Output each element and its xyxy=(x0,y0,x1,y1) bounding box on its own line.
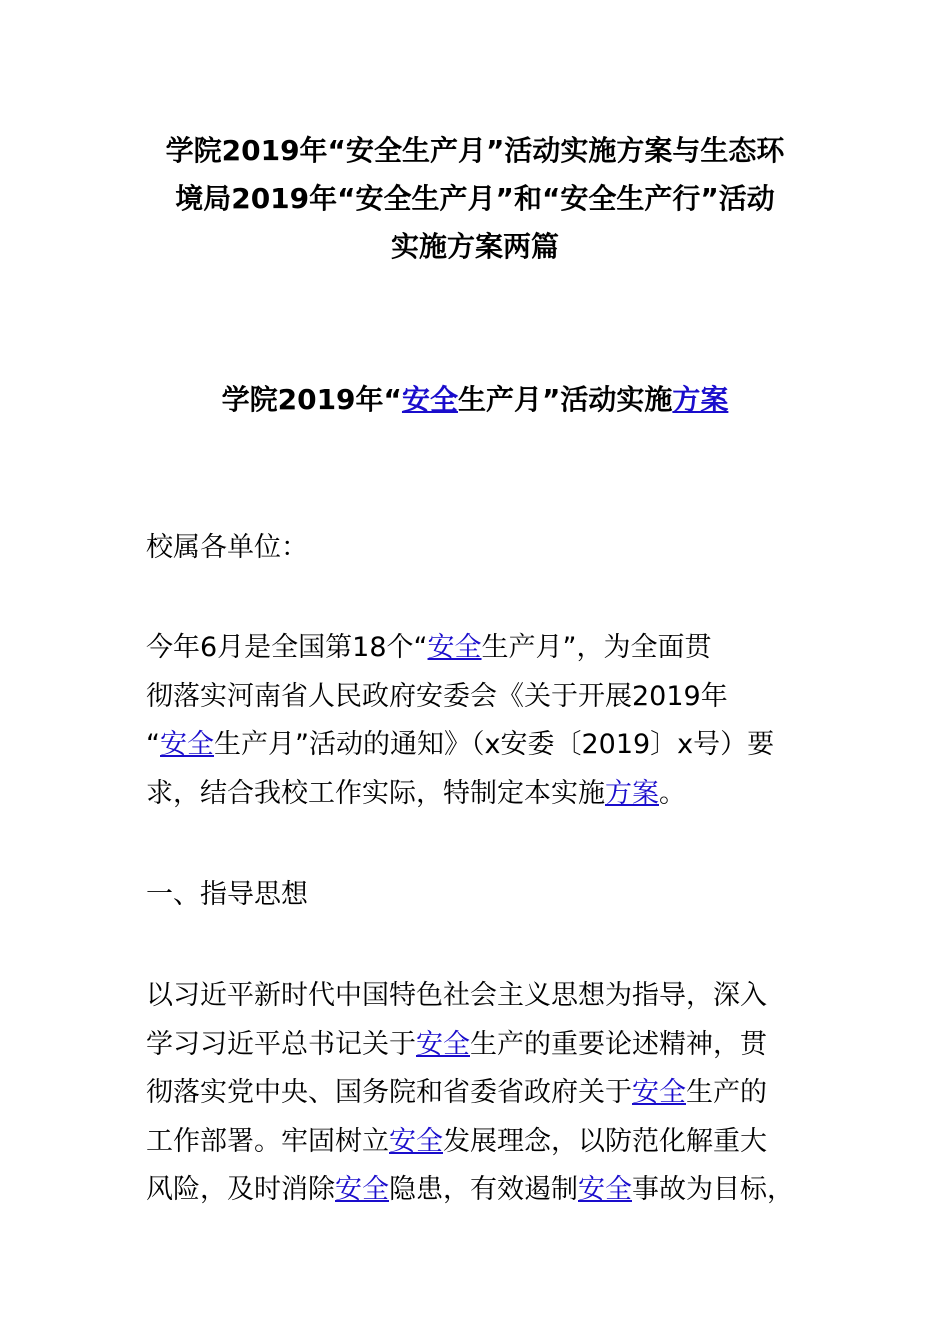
text-run: 生产月”活动的通知》（x安委〔2019〕x号）要 xyxy=(214,729,775,760)
paragraph-line: 彻落实河南省人民政府安委会《关于开展2019年 xyxy=(146,680,728,712)
text-run: 风险，及时消除 xyxy=(146,1174,335,1205)
intro-paragraph xyxy=(146,624,816,818)
paragraph-line xyxy=(146,1118,816,1167)
keyword-link-anquan[interactable]: 安全 xyxy=(160,729,214,760)
section-title xyxy=(140,376,810,424)
sub-title-text: 学院2019年“ xyxy=(221,383,402,416)
text-run: 工作部署。牢固树立 xyxy=(146,1125,389,1157)
paragraph-line: 以习近平新时代中国特色社会主义思想为指导，深入 xyxy=(146,980,767,1011)
section-heading: 一、指导思想 xyxy=(146,879,308,910)
paragraph-line xyxy=(146,1069,816,1118)
keyword-link-anquan[interactable]: 安全 xyxy=(632,1077,686,1108)
main-title-line: 实施方案两篇 xyxy=(390,230,559,263)
keyword-link-fangan[interactable]: 方案 xyxy=(605,777,659,809)
text-run: 生产月”，为全面贯 xyxy=(481,632,712,663)
text-run: 发展理念，以防范化解重大 xyxy=(443,1125,767,1157)
text-run: 彻落实党中央、国务院和省委省政府关于 xyxy=(146,1077,632,1108)
keyword-link-anquan[interactable]: 安全 xyxy=(401,383,458,416)
text-run: 事故为目标， xyxy=(632,1174,794,1205)
paragraph-line xyxy=(146,770,816,819)
keyword-link-anquan[interactable]: 安全 xyxy=(335,1174,389,1205)
paragraph-line xyxy=(146,721,816,770)
body-paragraph xyxy=(146,972,816,1215)
paragraph-line xyxy=(146,624,816,673)
keyword-link-anquan[interactable]: 安全 xyxy=(427,632,482,663)
text-run: 隐患，有效遏制 xyxy=(389,1174,578,1205)
text-run: “ xyxy=(146,729,160,760)
text-run: 。 xyxy=(659,777,686,809)
text-run: 生产的重要论述精神，贯 xyxy=(470,1028,767,1060)
keyword-link-anquan[interactable]: 安全 xyxy=(389,1125,443,1157)
main-title-line: 境局2019年“安全生产月”和“安全生产行”活动 xyxy=(175,182,775,215)
text-run: 求，结合我校工作实际，特制定本实施 xyxy=(146,777,605,809)
text-run: 学习习近平总书记关于 xyxy=(146,1028,416,1060)
main-title-line: 学院2019年“安全生产月”活动实施方案与生态环 xyxy=(165,134,785,167)
keyword-link-anquan[interactable]: 安全 xyxy=(416,1028,470,1060)
sub-title-text: 生产月”活动实施 xyxy=(457,383,673,416)
paragraph-line xyxy=(146,1166,816,1215)
text-run: 今年6月是全国第18个“ xyxy=(146,632,428,663)
keyword-link-anquan[interactable]: 安全 xyxy=(578,1174,632,1205)
text-run: 生产的 xyxy=(686,1077,767,1108)
document-main-title xyxy=(140,127,810,271)
salutation: 校属各单位： xyxy=(146,532,308,563)
paragraph-line xyxy=(146,1021,816,1070)
keyword-link-fangan[interactable]: 方案 xyxy=(672,383,729,416)
